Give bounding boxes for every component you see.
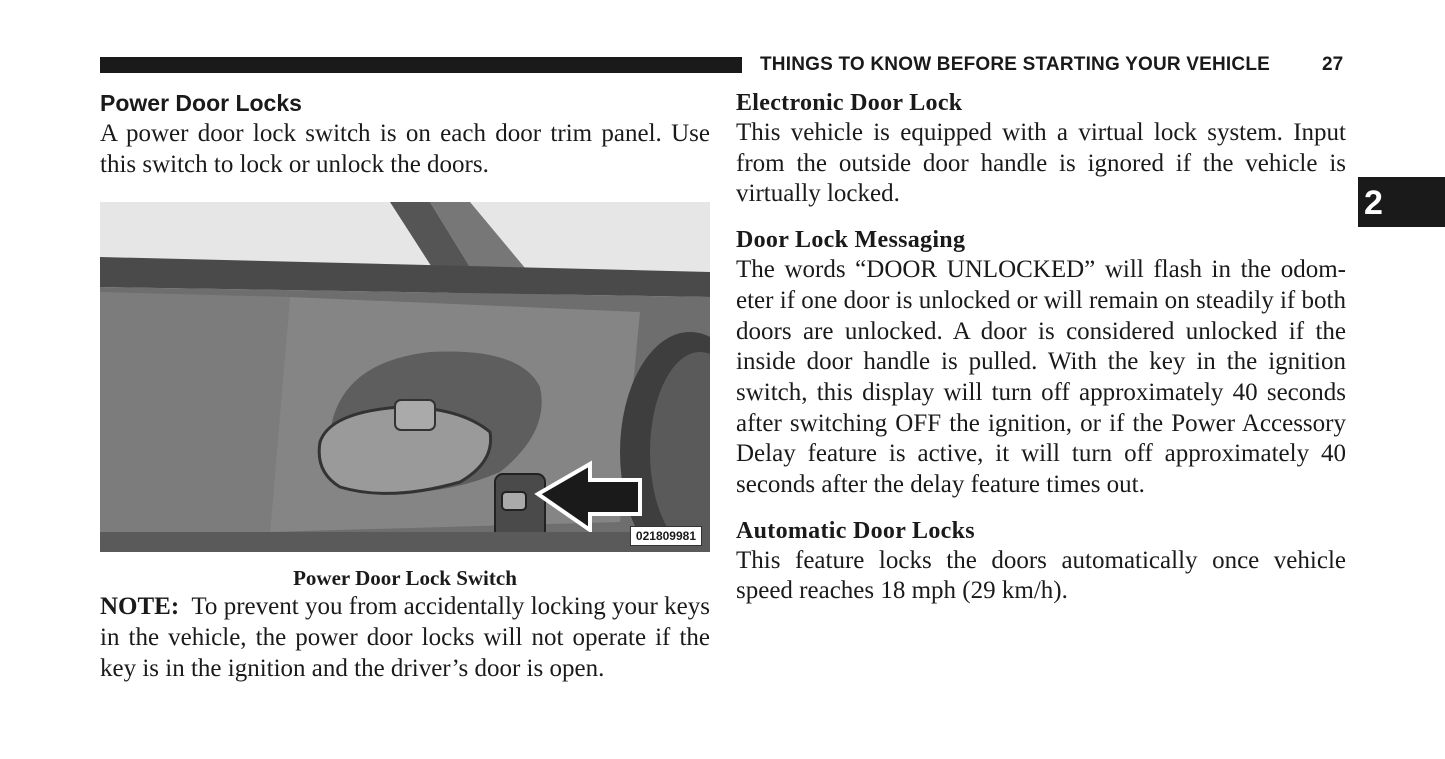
figure-caption: Power Door Lock Switch: [293, 566, 517, 591]
left-column: [100, 88, 710, 685]
running-header-title: THINGS TO KNOW BEFORE STARTING YOUR VEHICLE: [760, 54, 1271, 75]
electronic-door-lock-text: This vehicle is equipped with a virtual lock system. Input from the outside door handle is ignored if the vehicle is virtually locked.: [736, 119, 1346, 208]
section-heading-power-door-locks: Power Door Locks: [100, 90, 302, 116]
door-panel-illustration: [100, 202, 710, 552]
section-heading-automatic-door-locks: Automatic Door Locks: [736, 517, 975, 544]
right-column: [736, 88, 1346, 607]
header-rule: [100, 57, 742, 73]
automatic-door-locks-text: This feature locks the doors automatically once vehicle speed reaches 18 mph (29 km/h).: [736, 546, 1346, 605]
page-number: 27: [1322, 54, 1344, 75]
power-door-locks-text: A power door lock switch is on each door trim panel. Use this switch to lock or unlock the doors.: [100, 120, 710, 178]
section-heading-electronic-door-lock: Electronic Door Lock: [736, 90, 963, 116]
chapter-tab: 2: [1358, 177, 1445, 227]
note-label: NOTE:: [100, 593, 180, 621]
note-text: To prevent you from accidentally locking your keys in the vehicle, the power door locks will not operate if the key is in the ignition and the driver’s door is open.: [100, 593, 710, 682]
figure-id-label: 021809981: [630, 526, 702, 546]
door-lock-messaging-text: The words “DOOR UNLOCKED” will flash in the odometer if one door is unlocked or will remain on steadily if both doors are unlocked. A door is considered unlocked if the inside door handle is pulled. With the key in the ignition switch, this display will turn off approximately 40 seconds after switching OFF the ignition, or if the Power Accessory Delay feature is active, it will turn off approximately 40 seconds after the delay feature times out.: [736, 256, 1346, 499]
door-panel-drawing: [100, 202, 710, 552]
section-heading-door-lock-messaging: Door Lock Messaging: [736, 227, 966, 254]
note-paragraph: [100, 592, 710, 684]
